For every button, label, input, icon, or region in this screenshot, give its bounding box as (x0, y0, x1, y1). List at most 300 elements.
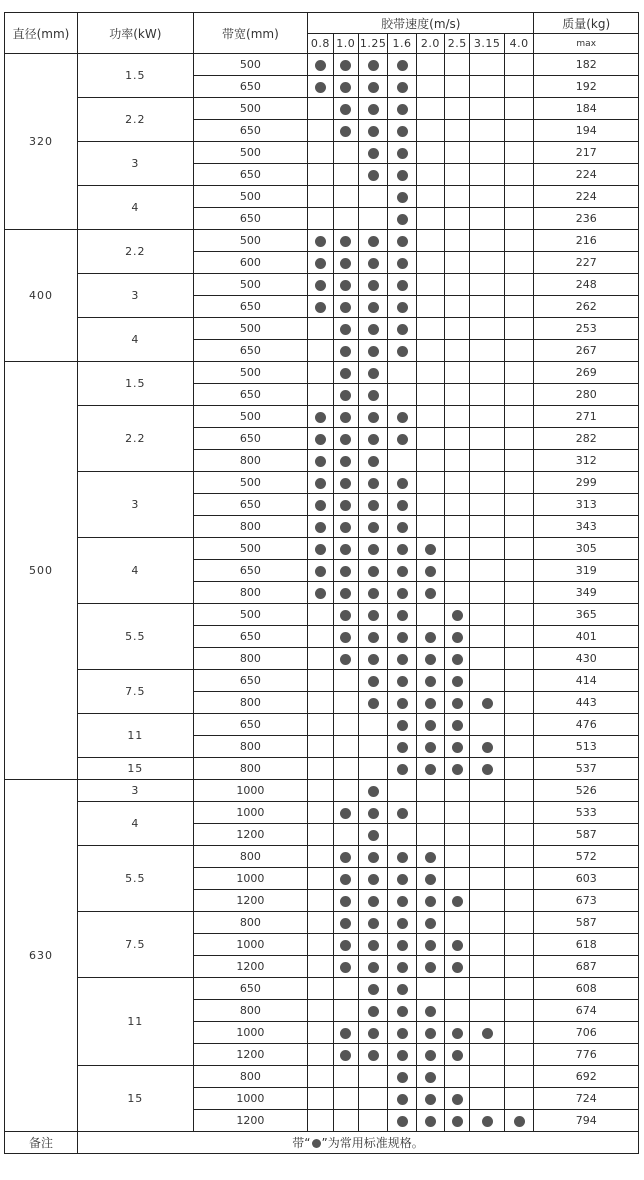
table-row (5, 54, 639, 76)
speed-cell (308, 670, 333, 692)
speed-cell (308, 142, 333, 164)
mass-cell: 794 (534, 1110, 639, 1132)
speed-cell (416, 1000, 444, 1022)
standard-dot-icon (452, 632, 463, 643)
mass-cell: 224 (534, 164, 639, 186)
speed-cell (470, 362, 504, 384)
speed-cell (308, 516, 333, 538)
speed-cell (445, 362, 470, 384)
speed-cell (358, 450, 387, 472)
standard-dot-icon (452, 896, 463, 907)
width-cell: 650 (193, 208, 308, 230)
speed-cell (416, 604, 444, 626)
speed-cell (445, 670, 470, 692)
power-cell: 11 (78, 714, 194, 758)
speed-cell (388, 1088, 416, 1110)
mass-cell: 674 (534, 1000, 639, 1022)
speed-cell (333, 648, 358, 670)
width-cell: 650 (193, 560, 308, 582)
speed-cell (308, 54, 333, 76)
speed-cell (333, 340, 358, 362)
speed-cell (470, 1066, 504, 1088)
standard-dot-icon (315, 522, 326, 533)
speed-cell (470, 54, 504, 76)
standard-dot-icon (340, 654, 351, 665)
speed-cell (470, 736, 504, 758)
speed-cell (445, 692, 470, 714)
mass-cell: 253 (534, 318, 639, 340)
power-cell: 4 (78, 186, 194, 230)
speed-cell (416, 692, 444, 714)
speed-cell (416, 406, 444, 428)
power-cell: 5.5 (78, 846, 194, 912)
speed-cell (445, 384, 470, 406)
power-cell: 1.5 (78, 54, 194, 98)
speed-cell (333, 846, 358, 868)
speed-cell (470, 252, 504, 274)
speed-cell (416, 252, 444, 274)
standard-dot-icon (368, 412, 379, 423)
speed-cell (358, 780, 387, 802)
speed-cell (358, 76, 387, 98)
mass-cell: 299 (534, 472, 639, 494)
standard-dot-icon (368, 1006, 379, 1017)
mass-cell: 267 (534, 340, 639, 362)
speed-cell (388, 1000, 416, 1022)
power-cell: 4 (78, 318, 194, 362)
speed-cell (358, 890, 387, 912)
width-cell: 500 (193, 54, 308, 76)
standard-dot-icon (397, 170, 408, 181)
speed-cell (470, 538, 504, 560)
standard-dot-icon (514, 1116, 525, 1127)
speed-cell (504, 934, 534, 956)
speed-cell (416, 318, 444, 340)
standard-dot-icon (368, 1050, 379, 1061)
speed-cell (358, 120, 387, 142)
speed-header-cell: 1.25 (358, 34, 387, 54)
speed-cell (504, 780, 534, 802)
width-cell: 800 (193, 516, 308, 538)
mass-cell: 673 (534, 890, 639, 912)
speed-cell (416, 208, 444, 230)
speed-header-cell: 1.6 (388, 34, 416, 54)
speed-cell (470, 758, 504, 780)
speed-cell (358, 802, 387, 824)
speed-cell (470, 142, 504, 164)
standard-dot-icon (340, 940, 351, 951)
standard-dot-icon (340, 1050, 351, 1061)
speed-cell (308, 120, 333, 142)
note-text (78, 1132, 639, 1154)
table-row (5, 186, 639, 208)
standard-dot-icon (368, 280, 379, 291)
speed-cell (308, 736, 333, 758)
table-row (5, 714, 639, 736)
width-cell: 1200 (193, 956, 308, 978)
standard-dot-icon (397, 698, 408, 709)
speed-cell (470, 164, 504, 186)
standard-dot-icon (315, 456, 326, 467)
speed-cell (416, 890, 444, 912)
standard-dot-icon (397, 82, 408, 93)
speed-cell (308, 912, 333, 934)
width-cell: 1200 (193, 824, 308, 846)
standard-dot-icon (452, 720, 463, 731)
speed-cell (416, 1088, 444, 1110)
speed-cell (388, 912, 416, 934)
speed-cell (358, 186, 387, 208)
standard-dot-icon (425, 896, 436, 907)
width-cell: 500 (193, 142, 308, 164)
speed-cell (470, 956, 504, 978)
standard-dot-icon (368, 632, 379, 643)
speed-cell (470, 824, 504, 846)
width-cell: 500 (193, 274, 308, 296)
speed-cell (388, 450, 416, 472)
speed-cell (445, 516, 470, 538)
mass-cell: 216 (534, 230, 639, 252)
standard-dot-icon (425, 1028, 436, 1039)
speed-cell (333, 230, 358, 252)
mass-cell: 280 (534, 384, 639, 406)
standard-dot-icon (452, 940, 463, 951)
standard-dot-icon (397, 720, 408, 731)
speed-cell (504, 450, 534, 472)
speed-cell (308, 1066, 333, 1088)
speed-cell (504, 384, 534, 406)
mass-cell: 312 (534, 450, 639, 472)
speed-cell (470, 912, 504, 934)
speed-cell (416, 1066, 444, 1088)
standard-dot-icon (315, 82, 326, 93)
speed-cell (416, 274, 444, 296)
standard-dot-icon (340, 852, 351, 863)
table-row (5, 780, 639, 802)
speed-cell (388, 164, 416, 186)
diameter-cell: 500 (5, 362, 78, 780)
mass-cell: 706 (534, 1022, 639, 1044)
table-row (5, 406, 639, 428)
speed-cell (358, 934, 387, 956)
standard-dot-icon (368, 896, 379, 907)
standard-dot-icon (340, 346, 351, 357)
standard-dot-icon (340, 82, 351, 93)
speed-cell (445, 648, 470, 670)
standard-dot-icon (425, 742, 436, 753)
speed-cell (504, 868, 534, 890)
speed-cell (445, 1000, 470, 1022)
speed-cell (416, 142, 444, 164)
standard-dot-icon (368, 940, 379, 951)
speed-cell (445, 846, 470, 868)
standard-dot-icon (425, 1050, 436, 1061)
width-cell: 650 (193, 670, 308, 692)
speed-cell (308, 1000, 333, 1022)
standard-dot-icon (368, 698, 379, 709)
standard-dot-icon (397, 654, 408, 665)
speed-cell (470, 714, 504, 736)
speed-cell (358, 758, 387, 780)
mass-cell: 236 (534, 208, 639, 230)
standard-dot-icon (315, 434, 326, 445)
speed-cell (358, 978, 387, 1000)
diameter-cell: 320 (5, 54, 78, 230)
standard-dot-icon (425, 962, 436, 973)
speed-cell (358, 868, 387, 890)
speed-cell (308, 494, 333, 516)
speed-cell (416, 98, 444, 120)
standard-dot-icon (368, 82, 379, 93)
speed-cell (445, 318, 470, 340)
speed-cell (358, 714, 387, 736)
speed-cell (470, 516, 504, 538)
mass-cell: 687 (534, 956, 639, 978)
standard-dot-icon (425, 544, 436, 555)
speed-cell (333, 186, 358, 208)
power-cell: 11 (78, 978, 194, 1066)
standard-dot-icon (397, 302, 408, 313)
width-cell: 500 (193, 98, 308, 120)
power-cell: 2.2 (78, 230, 194, 274)
speed-cell (470, 340, 504, 362)
mass-cell: 319 (534, 560, 639, 582)
speed-header-cell: 2.5 (445, 34, 470, 54)
standard-dot-icon (368, 654, 379, 665)
speed-cell (445, 406, 470, 428)
speed-cell (388, 978, 416, 1000)
speed-cell (470, 406, 504, 428)
standard-dot-icon (368, 984, 379, 995)
speed-cell (333, 450, 358, 472)
speed-cell (358, 362, 387, 384)
speed-cell (416, 648, 444, 670)
speed-cell (358, 296, 387, 318)
speed-cell (504, 824, 534, 846)
speed-cell (416, 450, 444, 472)
mass-cell: 313 (534, 494, 639, 516)
width-cell: 800 (193, 736, 308, 758)
standard-dot-icon (425, 852, 436, 863)
width-cell: 800 (193, 1066, 308, 1088)
speed-cell (445, 890, 470, 912)
standard-dot-icon (482, 698, 493, 709)
standard-dot-icon (482, 1028, 493, 1039)
speed-cell (445, 1088, 470, 1110)
standard-dot-icon (368, 830, 379, 841)
width-cell: 1000 (193, 1088, 308, 1110)
standard-dot-icon (368, 852, 379, 863)
speed-cell (445, 208, 470, 230)
width-cell: 1200 (193, 1110, 308, 1132)
speed-cell (333, 582, 358, 604)
speed-cell (470, 868, 504, 890)
speed-cell (504, 208, 534, 230)
speed-cell (445, 714, 470, 736)
standard-dot-icon (397, 676, 408, 687)
speed-cell (358, 956, 387, 978)
speed-cell (504, 428, 534, 450)
table-row (5, 604, 639, 626)
width-cell: 650 (193, 428, 308, 450)
speed-cell (445, 252, 470, 274)
speed-cell (445, 824, 470, 846)
power-cell: 2.2 (78, 98, 194, 142)
speed-cell (470, 76, 504, 98)
speed-cell (308, 824, 333, 846)
power-cell: 7.5 (78, 912, 194, 978)
speed-cell (333, 1000, 358, 1022)
width-cell: 1000 (193, 780, 308, 802)
width-cell: 500 (193, 472, 308, 494)
speed-cell (308, 1088, 333, 1110)
speed-cell (358, 98, 387, 120)
speed-cell (333, 428, 358, 450)
speed-cell (470, 802, 504, 824)
speed-cell (504, 230, 534, 252)
speed-cell (416, 538, 444, 560)
standard-dot-icon (340, 632, 351, 643)
standard-dot-icon (340, 434, 351, 445)
speed-cell (504, 670, 534, 692)
speed-header-cell: 1.0 (333, 34, 358, 54)
speed-cell (416, 296, 444, 318)
width-cell: 500 (193, 186, 308, 208)
speed-cell (416, 164, 444, 186)
speed-cell (308, 956, 333, 978)
speed-cell (333, 956, 358, 978)
width-cell: 650 (193, 340, 308, 362)
speed-cell (388, 362, 416, 384)
speed-cell (504, 406, 534, 428)
speed-cell (445, 142, 470, 164)
speed-cell (445, 1066, 470, 1088)
speed-cell (504, 1022, 534, 1044)
mass-cell: 776 (534, 1044, 639, 1066)
speed-cell (416, 494, 444, 516)
speed-cell (504, 890, 534, 912)
speed-cell (358, 384, 387, 406)
standard-dot-icon (397, 940, 408, 951)
standard-dot-icon (397, 214, 408, 225)
speed-cell (358, 670, 387, 692)
standard-dot-icon (425, 764, 436, 775)
spec-table (4, 12, 639, 1154)
speed-header-cell: 3.15 (470, 34, 504, 54)
speed-cell (308, 428, 333, 450)
speed-cell (333, 692, 358, 714)
note-label: 备注 (5, 1132, 78, 1154)
speed-cell (358, 230, 387, 252)
mass-cell: 476 (534, 714, 639, 736)
standard-dot-icon (340, 962, 351, 973)
speed-cell (388, 538, 416, 560)
speed-cell (333, 1088, 358, 1110)
mass-cell: 182 (534, 54, 639, 76)
speed-cell (470, 384, 504, 406)
speed-cell (333, 1066, 358, 1088)
speed-cell (504, 164, 534, 186)
speed-cell (445, 538, 470, 560)
standard-dot-icon (315, 280, 326, 291)
width-cell: 650 (193, 164, 308, 186)
standard-dot-icon (397, 500, 408, 511)
standard-dot-icon (397, 852, 408, 863)
standard-dot-icon (397, 1116, 408, 1127)
speed-cell (388, 428, 416, 450)
speed-cell (358, 846, 387, 868)
power-cell: 1.5 (78, 362, 194, 406)
width-cell: 650 (193, 384, 308, 406)
standard-dot-icon (315, 478, 326, 489)
standard-dot-icon (397, 896, 408, 907)
standard-dot-icon (482, 742, 493, 753)
speed-cell (333, 714, 358, 736)
standard-dot-icon (397, 346, 408, 357)
standard-dot-icon (340, 610, 351, 621)
standard-dot-icon (397, 984, 408, 995)
standard-dot-icon (340, 808, 351, 819)
standard-dot-icon (340, 368, 351, 379)
standard-dot-icon (340, 104, 351, 115)
mass-cell: 217 (534, 142, 639, 164)
standard-dot-icon (368, 390, 379, 401)
speed-cell (333, 274, 358, 296)
speed-cell (388, 384, 416, 406)
speed-cell (333, 560, 358, 582)
power-cell: 3 (78, 274, 194, 318)
header-speed: 胶带速度(m/s) (308, 13, 534, 34)
table-row (5, 846, 639, 868)
power-cell: 5.5 (78, 604, 194, 670)
width-cell: 1000 (193, 1022, 308, 1044)
standard-dot-icon (368, 104, 379, 115)
standard-dot-icon (425, 654, 436, 665)
mass-cell: 618 (534, 934, 639, 956)
speed-cell (445, 98, 470, 120)
speed-cell (504, 494, 534, 516)
speed-cell (504, 186, 534, 208)
speed-cell (504, 1110, 534, 1132)
standard-dot-icon (482, 764, 493, 775)
power-cell: 15 (78, 758, 194, 780)
speed-cell (445, 164, 470, 186)
standard-dot-icon (397, 434, 408, 445)
speed-cell (333, 604, 358, 626)
table-row (5, 912, 639, 934)
speed-cell (358, 406, 387, 428)
speed-cell (388, 186, 416, 208)
speed-cell (416, 186, 444, 208)
speed-cell (388, 604, 416, 626)
note-text-before: 带“ (292, 1136, 311, 1150)
speed-cell (504, 560, 534, 582)
speed-cell (470, 890, 504, 912)
standard-dot-icon (368, 610, 379, 621)
width-cell: 1200 (193, 890, 308, 912)
speed-cell (445, 1110, 470, 1132)
power-cell: 3 (78, 142, 194, 186)
speed-cell (445, 758, 470, 780)
speed-cell (388, 98, 416, 120)
power-cell: 4 (78, 538, 194, 604)
speed-cell (504, 626, 534, 648)
table-row (5, 362, 639, 384)
width-cell: 1000 (193, 868, 308, 890)
mass-cell: 526 (534, 780, 639, 802)
speed-cell (358, 538, 387, 560)
speed-cell (308, 318, 333, 340)
